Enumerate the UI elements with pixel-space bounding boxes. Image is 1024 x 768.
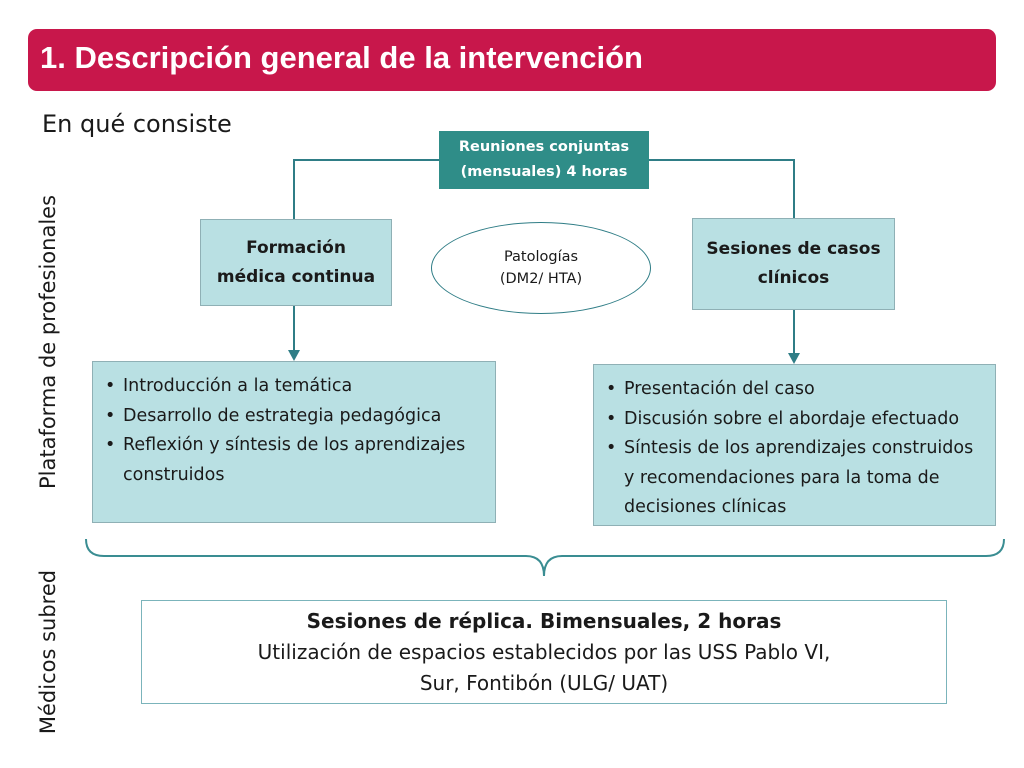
replica-line3: Sur, Fontibón (ULG/ UAT) (419, 671, 669, 695)
sesiones-list-box (593, 364, 996, 526)
side-label-medicos: Médicos subred (36, 569, 60, 735)
arrowhead-right (788, 353, 800, 364)
bullet-icon: • (606, 438, 617, 458)
bullet-icon: • (105, 435, 116, 455)
bullet-icon: • (606, 379, 617, 399)
connector-reuniones-sesiones (649, 160, 794, 218)
sesiones-line1: Sesiones de casos (706, 239, 881, 259)
subtitle: En qué consiste (42, 110, 232, 138)
list-item: • Introducción a la temática (103, 372, 481, 402)
formacion-list-box (92, 361, 496, 523)
list-item: • Reflexión y síntesis de los aprendizajes construidos (103, 431, 481, 490)
list-item: • Síntesis de los aprendizajes construidos y recomendaciones para la toma de decisiones clínicas (604, 434, 981, 523)
formacion-line1: Formación (246, 237, 346, 258)
reuniones-box (439, 131, 649, 189)
replica-heading: Sesiones de réplica. Bimensuales, 2 horas (306, 609, 782, 633)
list-item: • Presentación del caso (604, 375, 981, 405)
arrowhead-left (288, 350, 300, 361)
list-item: • Discusión sobre el abordaje efectuado (604, 405, 981, 435)
bullet-icon: • (105, 376, 116, 396)
formacion-box (200, 219, 392, 306)
patologias-ellipse (431, 222, 651, 314)
sesiones-box (692, 218, 895, 310)
sesiones-line2: clínicos (757, 268, 830, 288)
patologias-line2: (DM2/ HTA) (499, 271, 583, 287)
bullet-icon: • (606, 408, 617, 429)
curly-brace (86, 539, 1004, 576)
formacion-line2: médica continua (216, 266, 376, 287)
patologias-line1: Patologías (503, 249, 579, 265)
reuniones-line2: (mensuales) 4 horas (460, 164, 628, 180)
connector-reuniones-formacion (294, 160, 439, 219)
list-item: • Desarrollo de estrategia pedagógica (103, 402, 481, 432)
replica-box (141, 600, 947, 704)
reuniones-line1: Reuniones conjuntas (458, 139, 630, 155)
slide-title: 1. Descripción general de la intervención (40, 40, 643, 75)
side-label-plataforma: Plataforma de profesionales (36, 194, 60, 490)
replica-line2: Utilización de espacios establecidos por las USS Pablo VI, (257, 640, 831, 664)
bullet-icon: • (105, 405, 116, 426)
